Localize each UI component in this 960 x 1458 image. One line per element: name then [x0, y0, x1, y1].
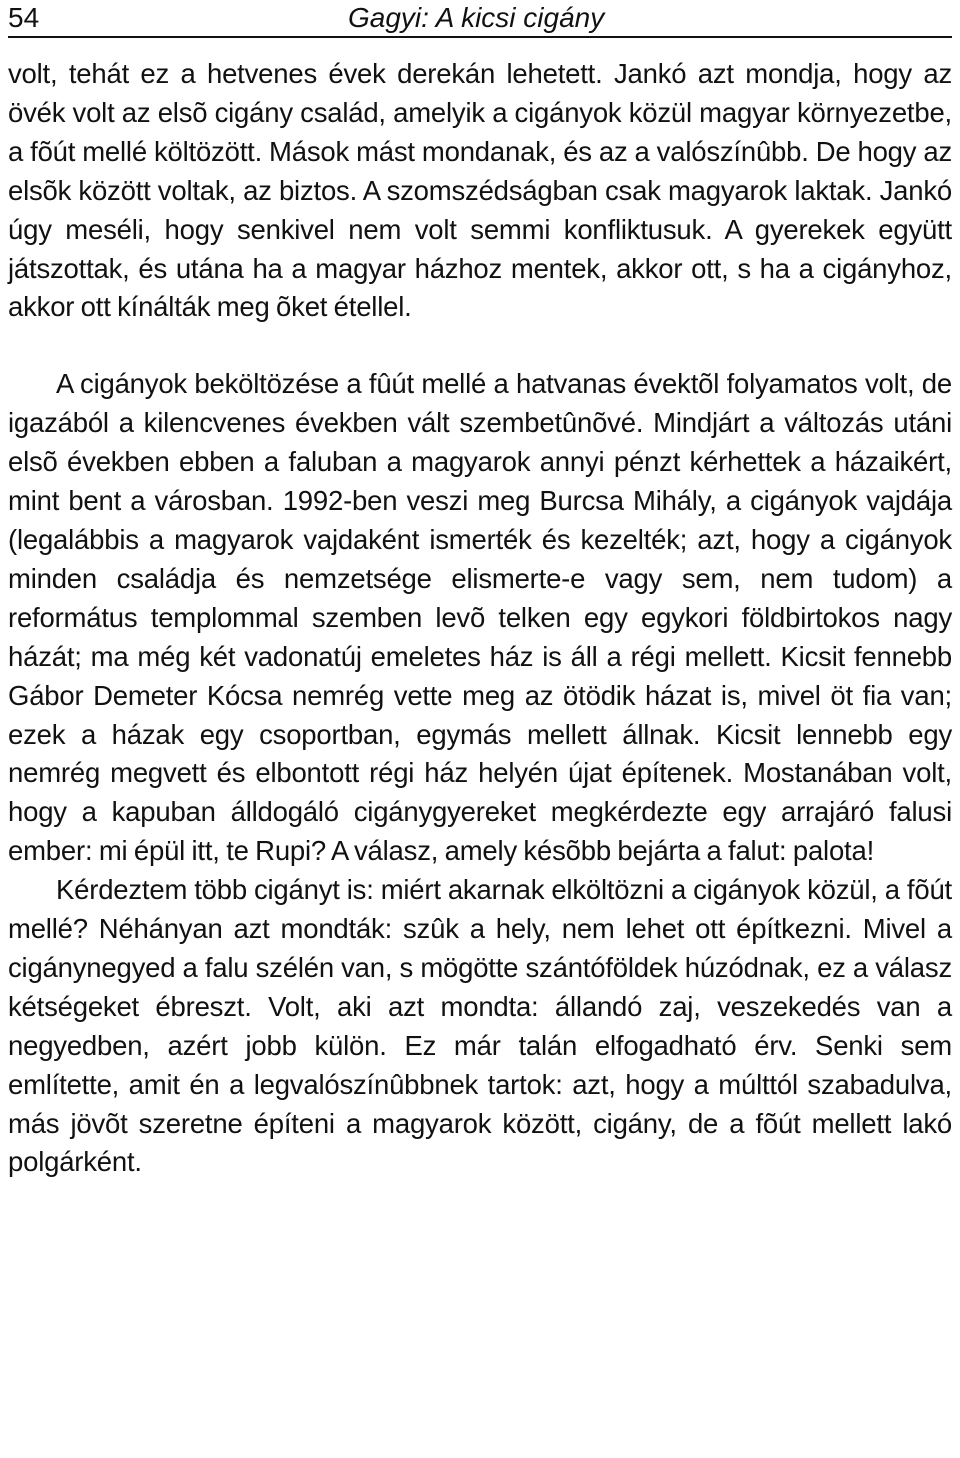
- paragraph: volt, tehát ez a hetvenes évek derekán lehetett. Jankó azt mondja, hogy az övék volt az elsõ cigány család, amelyik a cigányok közül magyar környezetbe, a fõút mellé költözött. Mások mást mondanak, és az a valószínûbb. De hogy az elsõk között voltak, az biztos. A szomszédságban csak magyarok laktak. Jankó úgy meséli, hogy senkivel nem volt semmi konfliktusuk. A gyerekek együtt játszottak, és utána ha a magyar házhoz mentek, akkor ott, s ha a cigányhoz, akkor ott kínálták meg õket étellel.: [8, 58, 952, 323]
- running-title: Gagyi: A kicsi cigány: [348, 2, 605, 33]
- paragraph: A cigányok beköltözése a fûút mellé a hatvanas évektõl folyamatos volt, de igazából a kilencvenes években vált szembetûnõvé. Mindjárt a változás utáni elsõ években ebben a faluban a magyarok annyi pénzt kérhettek a házaikért, mint bent a városban. 1992-ben veszi meg Burcsa Mihály, a cigányok vajdája (legalábbis a magyarok vajdaként ismerték és kezelték; azt, hogy a cigányok minden családja és nemzetsége elismerte-e vagy sem, nem tudom) a református templommal szemben levõ telken egy egykori földbirtokos nagy házát; ma még két vadonatúj emeletes ház is áll a régi mellett. Kicsit fennebb Gábor Demeter Kócsa nemrég vette meg az ötödik házat is, mivel öt fia van; ezek a házak egy csoportban, egymás mellett állnak. Kicsit lennebb egy nemrég megvett és elbontott régi ház helyén újat építenek. Mostanában volt, hogy a kapuban álldogáló cigánygyereket megkérdezte egy arrajáró falusi ember: mi épül itt, te Rupi? A válasz, amely késõbb bejárta a falut: palota!: [8, 368, 952, 867]
- paragraph: Kérdeztem több cigányt is: miért akarnak elköltözni a cigányok közül, a fõút mellé? Néhányan azt mondták: szûk a hely, nem lehet ott építkezni. Mivel a cigánynegyed a falu szélén van, s mögötte szántóföldek húzódnak, ez a válasz kétségeket ébreszt. Volt, aki azt mondta: állandó zaj, veszekedés van a negyedben, azért jobb külön. Ez már talán elfogadható érv. Senki sem említette, amit én a legvalószínûbbnek tartok: azt, hogy a múlttól szabadulva, más jövõt szeretne építeni a magyarok között, cigány, de a fõút mellett lakó polgárként.: [8, 874, 952, 1178]
- page-number: 54: [8, 2, 40, 33]
- body-text: [8, 55, 952, 1182]
- page-header: [8, 0, 952, 38]
